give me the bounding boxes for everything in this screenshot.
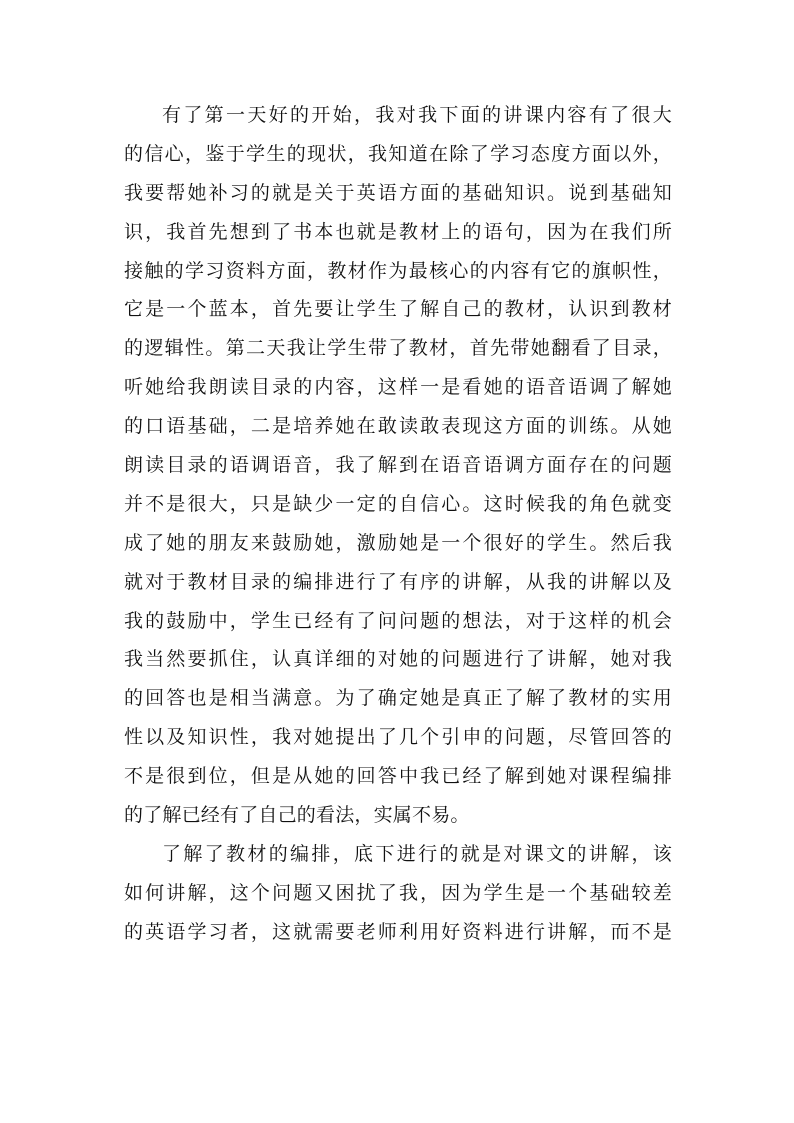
text-line: 我当然要抓住，认真详细的对她的问题进行了讲解，她对我 [124, 648, 672, 671]
paragraph-2 [124, 835, 672, 952]
text-line: 接触的学习资料方面，教材作为最核心的内容有它的旗帜性， [124, 259, 672, 282]
text-line: 识，我首先想到了书本也就是教材上的语句，因为在我们所 [124, 220, 672, 243]
text-line: 听她给我朗读目录的内容，这样一是看她的语音语调了解她 [124, 376, 672, 399]
paragraph-1 [124, 96, 672, 835]
text-line: 就对于教材目录的编排进行了有序的讲解，从我的讲解以及 [124, 570, 672, 593]
text-line: 我要帮她补习的就是关于英语方面的基础知识。说到基础知 [124, 181, 672, 204]
text-line: 的口语基础，二是培养她在敢读敢表现这方面的训练。从她 [124, 415, 672, 438]
text-line: 有了第一天好的开始，我对我下面的讲课内容有了很大 [162, 104, 672, 126]
text-line: 它是一个蓝本，首先要让学生了解自己的教材，认识到教材 [124, 298, 672, 321]
text-line: 的英语学习者，这就需要老师利用好资料进行讲解，而不是 [124, 920, 672, 943]
text-line: 的逻辑性。第二天我让学生带了教材，首先带她翻看了目录， [124, 337, 672, 360]
text-line: 的了解已经有了自己的看法，实属不易。 [124, 804, 470, 827]
document-body [124, 96, 672, 952]
text-line: 我的鼓励中，学生已经有了问问题的想法，对于这样的机会 [124, 609, 672, 632]
text-line: 的回答也是相当满意。为了确定她是真正了解了教材的实用 [124, 687, 672, 710]
text-line: 并不是很大，只是缺少一定的自信心。这时候我的角色就变 [124, 492, 672, 515]
text-line: 朗读目录的语调语音，我了解到在语音语调方面存在的问题 [124, 454, 672, 477]
text-line: 的信心，鉴于学生的现状，我知道在除了学习态度方面以外， [124, 142, 672, 165]
text-line: 如何讲解，这个问题又困扰了我，因为学生是一个基础较差 [124, 881, 672, 904]
text-line: 不是很到位，但是从她的回答中我已经了解到她对课程编排 [124, 765, 672, 788]
text-line: 了解了教材的编排，底下进行的就是对课文的讲解，该 [162, 842, 672, 865]
text-line: 成了她的朋友来鼓励她，激励她是一个很好的学生。然后我 [124, 531, 672, 554]
text-line: 性以及知识性，我对她提出了几个引申的问题，尽管回答的 [124, 726, 672, 749]
